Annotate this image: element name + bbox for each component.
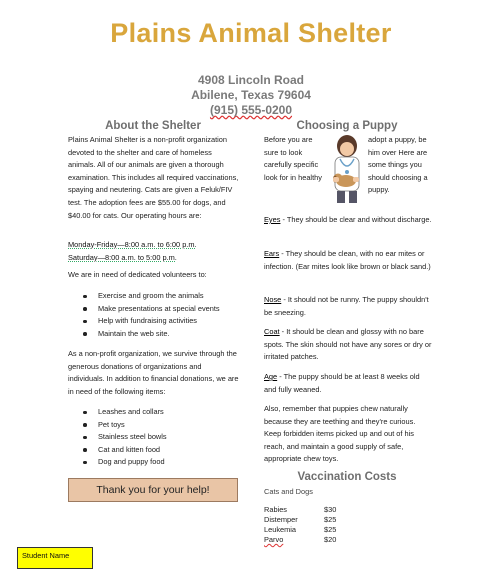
nonprofit-text: As a non-profit organization, we survive through the generous donations of organizations and individuals. In addition to financial donations, we are in need of the following items: xyxy=(68,349,239,396)
tip-age xyxy=(264,371,432,396)
tip-label: Nose xyxy=(264,295,282,304)
vaccination-table xyxy=(264,505,336,545)
list-item: Dog and puppy food xyxy=(68,456,240,469)
vaccine-cost: $30 xyxy=(324,505,337,514)
address-phone xyxy=(0,103,502,117)
puppy-intro-right: adopt a puppy, be him over Here are some things you should choosing a puppy. xyxy=(368,135,428,195)
table-row xyxy=(264,515,336,525)
tip-text: - They should be clear and without discharge. xyxy=(280,215,432,224)
list-item: Help with fundraising activities xyxy=(68,315,240,328)
tip-coat xyxy=(264,326,432,364)
list-item: Stainless steel bowls xyxy=(68,431,240,444)
list-item: Pet toys xyxy=(68,419,240,432)
tip-text: - It should not be runny. The puppy shouldn't be sneezing. xyxy=(264,295,429,317)
vaccination-heading: Vaccination Costs xyxy=(297,471,397,483)
list-item: Leashes and collars xyxy=(68,406,240,419)
page-title: Plains Animal Shelter xyxy=(110,18,392,48)
tip-ears xyxy=(264,248,432,273)
list-item: Maintain the web site. xyxy=(68,328,240,341)
tip-label: Eyes xyxy=(264,215,281,224)
about-heading: About the Shelter xyxy=(105,120,201,132)
tip-nose xyxy=(264,294,432,319)
table-row xyxy=(264,535,336,545)
thank-you-banner xyxy=(68,478,238,502)
vaccine-name: Rabies xyxy=(264,505,288,514)
student-name-field[interactable]: Student Name xyxy=(17,547,93,569)
vaccine-name-text: Parvo xyxy=(264,535,284,544)
tip-label: Coat xyxy=(264,327,280,336)
table-row xyxy=(264,525,336,535)
thank-you-text: Thank you for your help! xyxy=(96,484,210,496)
vaccination-subheading: Cats and Dogs xyxy=(264,487,313,496)
phone-text: (915) 555-0200 xyxy=(209,103,293,117)
volunteer-list xyxy=(68,290,240,340)
operating-hours xyxy=(68,239,240,264)
vaccine-cost: $25 xyxy=(324,515,337,524)
address-street: 4908 Lincoln Road xyxy=(197,73,305,87)
vaccine-name xyxy=(264,535,324,545)
tip-text: - It should be clean and glossy with no bare spots. The skin should not have any sores or dry or irritated patches. xyxy=(264,327,432,362)
vet-with-puppy-clipart xyxy=(326,133,368,205)
tip-label: Ears xyxy=(264,249,280,258)
table-row xyxy=(264,505,336,515)
address-city: Abilene, Texas 79604 xyxy=(191,88,311,102)
vaccine-cost: $25 xyxy=(324,525,337,534)
vaccine-cost: $20 xyxy=(324,535,337,544)
tip-label: Age xyxy=(264,372,278,381)
list-item: Exercise and groom the animals xyxy=(68,290,240,303)
tip-text: - The puppy should be at least 8 weeks old and fully weaned. xyxy=(264,372,420,394)
tip-text: - They should be clean, with no ear mites or infection. (Ear mites look like brown or black sand.) xyxy=(264,249,431,271)
about-intro: Plains Animal Shelter is a non-profit organization devoted to the shelter and care of homeless animals. All of our animals are given a thorough examination. This includes all required vaccinations, spaying and neutering. Cats are given a Feluk/FIV test. The adoption fees are $55.00 for dogs, and $40.00 for cats. Our operating hours are: xyxy=(68,135,239,220)
list-item: Cat and kitten food xyxy=(68,444,240,457)
tip-eyes xyxy=(264,214,432,227)
hours-saturday: Saturday—8:00 a.m. to 5:00 p.m. xyxy=(68,252,177,262)
chew-advice: Also, remember that puppies chew naturally because they are teething and they're curious. Keep forbidden items picked up and out of his reach, and maintain a good supply of safe, appropriate chew toys. xyxy=(264,404,416,464)
vaccine-name: Distemper xyxy=(264,515,298,524)
volunteer-intro: We are in need of dedicated volunteers to: xyxy=(68,270,207,279)
puppy-heading: Choosing a Puppy xyxy=(296,120,398,132)
donation-list xyxy=(68,406,240,469)
vaccine-name: Leukemia xyxy=(264,525,297,534)
list-item: Make presentations at special events xyxy=(68,303,240,316)
hours-weekday: Monday-Friday—8:00 a.m. to 6:00 p.m. xyxy=(68,240,197,249)
puppy-intro-left: Before you are sure to look carefully specific look for in healthy xyxy=(264,135,322,182)
